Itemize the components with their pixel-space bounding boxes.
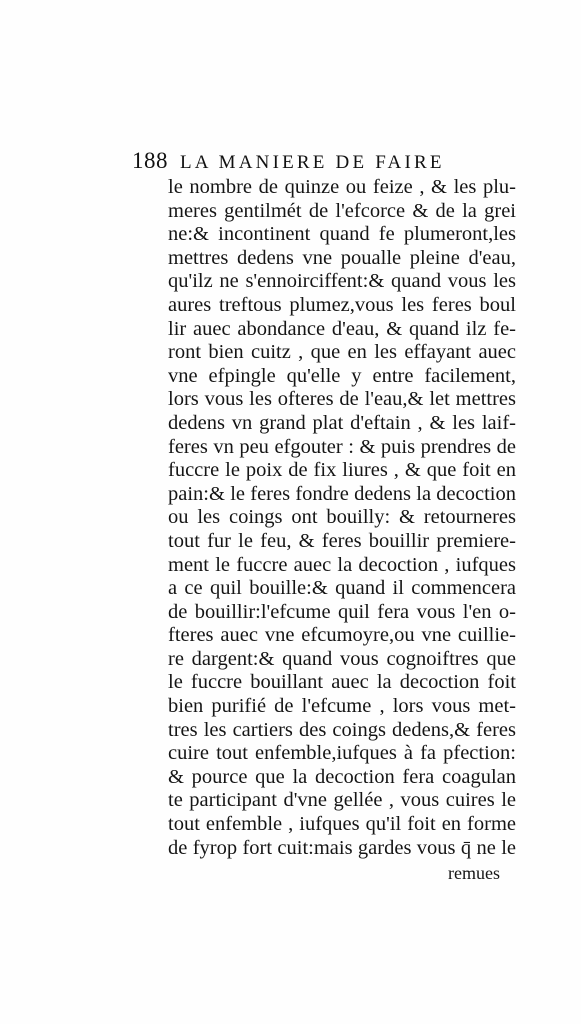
text-line: lir auec abondance d'eau, & quand ilz fe- [168, 317, 516, 340]
text-line: mettres dedens vne poualle pleine d'eau, [168, 246, 516, 269]
text-line: dedens vn grand plat d'eftain , & les laif- [168, 411, 516, 434]
catchword: remues [448, 863, 500, 883]
text-line: te participant d'vne gellée , vous cuires le [168, 789, 516, 812]
text-line: qu'ilz ne s'ennoirciffent:& quand vous les [168, 270, 516, 293]
text-line: re dargent:& quand vous cognoiftres que [168, 647, 516, 670]
text-line: de bouillir:l'efcume quil fera vous l'en o- [168, 600, 516, 623]
text-line: a ce quil bouille:& quand il commencera [168, 577, 516, 600]
text-line: ne:& incontinent quand fe plumeront,les [168, 223, 516, 246]
text-line: de fyrop fort cuit:mais gardes vous q̄ ne le [168, 836, 516, 859]
text-line: tout fur le feu, & feres bouillir premiere- [168, 529, 516, 552]
text-line: vne efpingle qu'elle y entre facilement, [168, 364, 516, 387]
text-line: meres gentilmét de l'efcorce & de la grei [168, 199, 516, 222]
text-line: aures treftous plumez,vous les feres boul [168, 293, 516, 316]
text-line: ment le fuccre auec la decoction , iufques [168, 553, 516, 576]
text-line: ou les coings ont bouilly: & retourneres [168, 506, 516, 529]
text-line: le fuccre bouillant auec la decoction foit [168, 671, 516, 694]
text-line: le nombre de quinze ou feize , & les plu- [168, 176, 516, 198]
text-line: feres vn peu efgouter : & puis prendres de [168, 435, 516, 458]
page-number: 188 [132, 148, 168, 173]
text-line: cuire tout enfemble,iufques à fa pfection: [168, 742, 516, 765]
text-line: ront bien cuitz , que en les effayant auec [168, 341, 516, 364]
text-line: fteres auec vne efcumoyre,ou vne cuillie- [168, 624, 516, 647]
body-text [168, 176, 516, 860]
text-line: lors vous les ofteres de l'eau,& let mettres [168, 388, 516, 411]
text-line: tout enfemble , iufques qu'il foit en forme [168, 813, 516, 836]
text-line: pain:& le feres fondre dedens la decoction [168, 482, 516, 505]
page-header [132, 148, 512, 176]
text-line: bien purifié de l'efcume , lors vous met- [168, 695, 516, 718]
text-line: tres les cartiers des coings dedens,& feres [168, 718, 516, 741]
text-line: & pource que la decoction fera coagulan [168, 765, 516, 788]
running-head: LA MANIERE DE FAIRE [180, 152, 445, 173]
text-line: fuccre le poix de fix liures , & que foit en [168, 459, 516, 482]
